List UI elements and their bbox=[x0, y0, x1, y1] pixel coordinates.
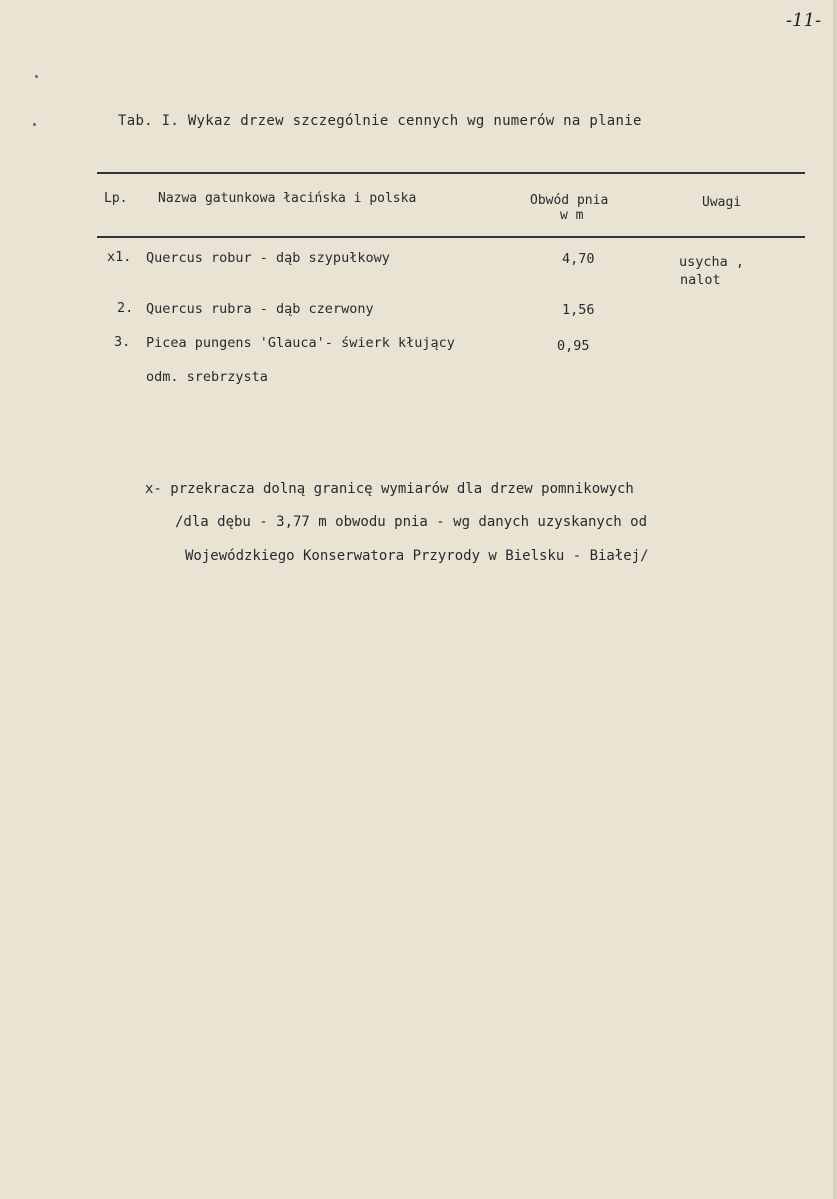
row3-girth: 0,95 bbox=[557, 338, 590, 354]
row1-girth: 4,70 bbox=[562, 251, 595, 267]
header-girth: Obwód pnia bbox=[530, 193, 609, 208]
header-notes: Uwagi bbox=[702, 195, 742, 210]
row2-name: Quercus rubra - dąb czerwony bbox=[146, 301, 374, 317]
header-bottom-rule bbox=[97, 236, 805, 238]
margin-mark bbox=[35, 75, 38, 78]
margin-mark bbox=[33, 123, 36, 126]
row3-lp: 3. bbox=[114, 334, 131, 350]
row1-lp: x1. bbox=[107, 249, 132, 265]
row1-notes: usycha , bbox=[679, 254, 745, 270]
header-name: Nazwa gatunkowa łacińska i polska bbox=[158, 191, 417, 206]
footnote-line1: x- przekracza dolną granicę wymiarów dla drzew pomnikowych bbox=[145, 481, 634, 497]
footnote-line2: /dla dębu - 3,77 m obwodu pnia - wg danych uzyskanych od bbox=[175, 514, 648, 530]
row1-notes-cont: nalot bbox=[680, 272, 721, 288]
table-top-rule bbox=[97, 172, 805, 174]
table-title: Tab. I. Wykaz drzew szczególnie cennych wg numerów na planie bbox=[118, 113, 642, 129]
row2-girth: 1,56 bbox=[562, 302, 595, 318]
row2-lp: 2. bbox=[117, 300, 134, 316]
row3-name-cont: odm. srebrzysta bbox=[146, 369, 268, 385]
row3-name: Picea pungens 'Glauca'- świerk kłujący bbox=[146, 335, 455, 351]
header-lp: Lp. bbox=[104, 191, 128, 206]
page-edge bbox=[833, 0, 837, 1199]
page-number: -11- bbox=[786, 10, 822, 31]
row1-name: Quercus robur - dąb szypułkowy bbox=[146, 250, 390, 266]
header-girth-unit: w m bbox=[560, 208, 584, 223]
footnote-line3: Wojewódzkiego Konserwatora Przyrody w Bielsku - Białej/ bbox=[185, 548, 649, 564]
